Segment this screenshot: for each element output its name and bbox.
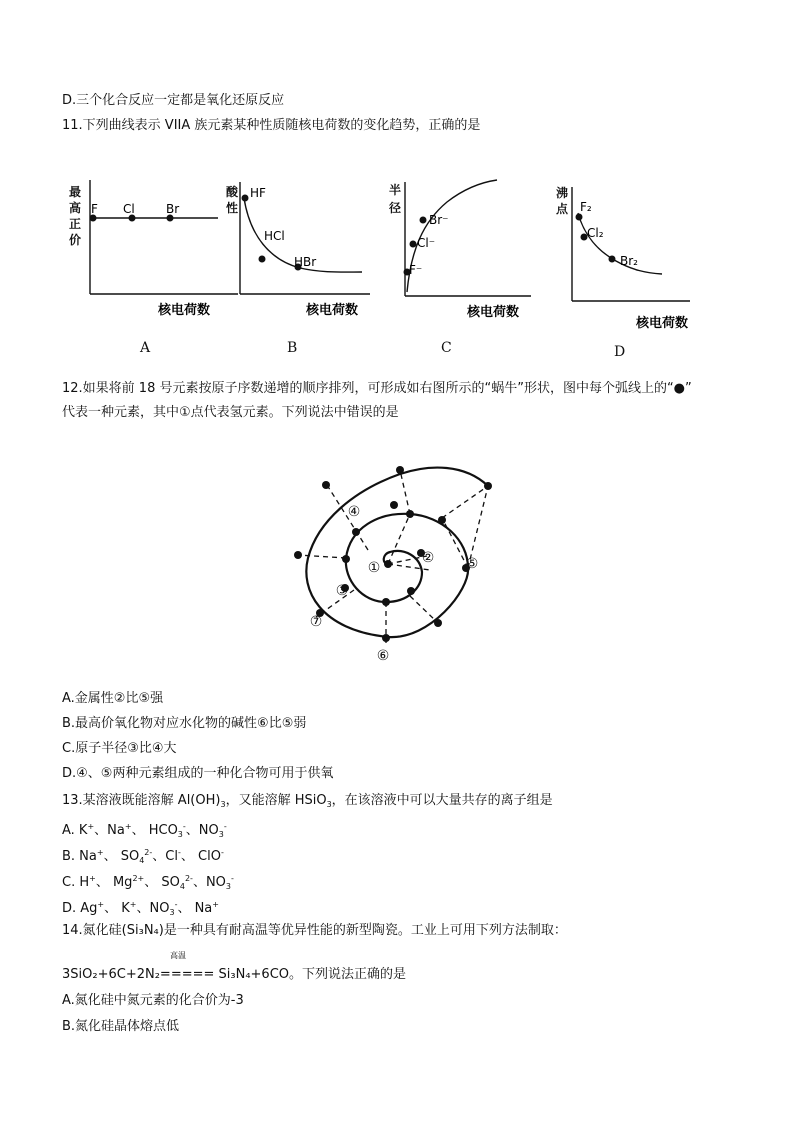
graph-b — [222, 170, 387, 330]
graph-d-label-cl2: Cl₂ — [587, 226, 604, 240]
snail-diagram — [290, 450, 510, 670]
svg-text:半: 半 — [388, 183, 402, 197]
option-12-b: B.最高价氧化物对应水化物的碱性⑥比⑤弱 — [62, 716, 307, 731]
reaction-equation: 3SiO₂+6C+2N₂===== Si₃N₄+6CO。下列说法正确的是 — [62, 967, 407, 982]
graph-b-label-hbr: HBr — [294, 255, 317, 269]
graph-c-label-br: Br⁻ — [429, 213, 449, 227]
svg-text:径: 径 — [388, 201, 402, 215]
graph-a-label-br: Br — [166, 202, 180, 216]
reaction-condition: 高温 — [170, 951, 186, 960]
graph-b-caption: B — [287, 340, 298, 356]
option-13-b: B. Na+、 $SO_4^{2-}$、Cl-、 ClO- — [62, 848, 224, 865]
graph-d-point-br2 — [609, 256, 616, 263]
option-12-d: D.④、⑤两种元素组成的一种化合物可用于供氧 — [62, 766, 334, 781]
graph-d-xlabel: 核电荷数 — [636, 316, 689, 331]
graph-a-caption: A — [140, 340, 151, 356]
graph-b-ylabel — [226, 184, 239, 215]
graph-a-label-f: F — [91, 202, 98, 216]
question-12-line2: 代表一种元素，其中①点代表氢元素。下列说法中错误的是 — [62, 405, 399, 420]
snail-label-2: ② — [421, 550, 435, 566]
option-14-b: B.氮化硅晶体熔点低 — [62, 1019, 180, 1034]
graph-b-point-hf — [242, 195, 249, 202]
graph-a-label-cl: Cl — [123, 202, 135, 216]
snail-label-6: ⑥ — [376, 648, 390, 664]
snail-label-4: ④ — [347, 504, 361, 520]
snail-label-5: ⑤ — [465, 556, 479, 572]
graph-d-caption: D — [614, 344, 626, 360]
snail-label-1: ① — [367, 560, 381, 576]
svg-text:价: 价 — [68, 233, 82, 247]
option-12-c: C.原子半径③比④大 — [62, 741, 177, 756]
snail-spiral — [306, 468, 488, 638]
svg-text:性: 性 — [225, 201, 239, 215]
graph-a-ylabel — [69, 184, 81, 247]
question-14: 14.氮化硅(Si₃N₄)是一种具有耐高温等优异性能的新型陶瓷。工业上可用下列方法制取： — [62, 923, 567, 938]
graph-d-ylabel — [556, 185, 569, 216]
svg-text:点: 点 — [555, 202, 569, 216]
svg-text:正: 正 — [68, 217, 82, 231]
graph-c-point-br — [420, 217, 427, 224]
snail-label-3: ③ — [335, 583, 349, 599]
graph-c-label-cl: Cl⁻ — [417, 236, 436, 250]
graph-d-point-f2 — [576, 214, 583, 221]
graph-c-caption: C — [441, 340, 452, 356]
option-14-a: A.氮化硅中氮元素的化合价为-3 — [62, 993, 244, 1008]
graph-b-label-hcl: HCl — [264, 229, 285, 243]
svg-text:最: 最 — [68, 185, 82, 199]
question-11: 11.下列曲线表示 VIIA 族元素某种性质随核电荷数的变化趋势，正确的是 — [62, 118, 481, 133]
graph-d-label-br2: Br₂ — [620, 254, 638, 268]
graph-b-xlabel: 核电荷数 — [306, 303, 359, 318]
option-13-d: D. Ag+、 K+、$NO_3^-$、 Na+ — [62, 900, 219, 917]
graph-d — [550, 175, 710, 340]
svg-text:高: 高 — [68, 201, 82, 215]
option-12-a: A.金属性②比⑤强 — [62, 691, 164, 706]
option-d-q10: D.三个化合反应一定都是氧化还原反应 — [62, 93, 285, 108]
question-13: 13.某溶液既能溶解 $Al(OH)_3$，又能溶解 HSiO$_3$，在该溶液中可以大量共存的离子组是 — [62, 793, 553, 809]
svg-text:沸: 沸 — [555, 186, 569, 200]
graph-b-label-hf: HF — [250, 186, 266, 200]
graph-d-label-f2: F₂ — [580, 200, 592, 214]
snail-label-7: ⑦ — [309, 614, 323, 630]
graph-c-ylabel — [388, 182, 401, 215]
graph-c-point-cl — [410, 241, 417, 248]
option-13-c: C. H+、 $Mg^{2+}$、 $SO_4^{2-}$、$NO_3^-$ — [62, 874, 234, 891]
graph-b-point-hcl — [259, 256, 266, 263]
graph-c-label-f: F⁻ — [409, 263, 423, 277]
graph-c-xlabel: 核电荷数 — [467, 305, 520, 320]
svg-text:酸: 酸 — [225, 185, 239, 199]
question-12-line1: 12.如果将前 18 号元素按原子序数递增的顺序排列，可形成如右图所示的“蜗牛”形状，图中每个弧线上的“●” — [62, 381, 692, 396]
graph-c — [385, 170, 545, 330]
option-13-a: A. K+、Na+、 $HCO_3^-$、$NO_3^-$ — [62, 822, 227, 839]
graph-a-xlabel: 核电荷数 — [158, 303, 211, 318]
